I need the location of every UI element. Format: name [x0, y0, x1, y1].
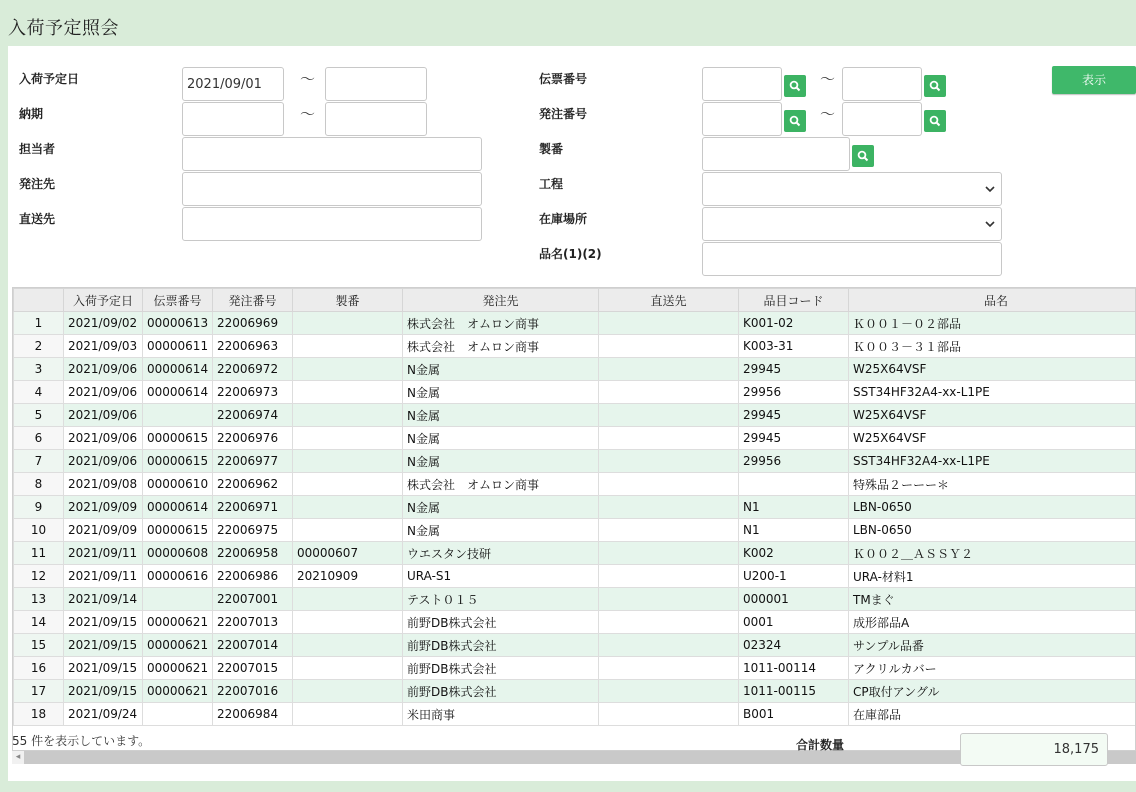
- show-button[interactable]: 表示: [1052, 66, 1136, 94]
- supplier-label: 発注先: [19, 177, 56, 191]
- delivery-to-input[interactable]: [325, 102, 427, 136]
- cell-item-code: B001: [739, 703, 849, 726]
- cell-arrival-date: 2021/09/06: [64, 450, 143, 473]
- cell-mfg-no: [293, 404, 403, 427]
- cell-order-no: 22006969: [213, 312, 293, 335]
- cell-arrival-date: 2021/09/11: [64, 565, 143, 588]
- cell-order-no: 22006986: [213, 565, 293, 588]
- cell-order-no: 22006984: [213, 703, 293, 726]
- person-input[interactable]: [182, 137, 482, 171]
- cell-arrival-date: 2021/09/15: [64, 634, 143, 657]
- slip-no-to-input[interactable]: [842, 67, 922, 101]
- cell-order-no: 22006971: [213, 496, 293, 519]
- cell-item-name: SST34HF32A4-xx-L1PE: [849, 450, 1136, 473]
- cell-direct: [599, 473, 739, 496]
- table-row[interactable]: [14, 657, 1136, 680]
- cell-slip-no: [143, 588, 213, 611]
- cell-slip-no: 00000621: [143, 657, 213, 680]
- cell-slip-no: 00000616: [143, 565, 213, 588]
- cell-item-name: TMまぐ: [849, 588, 1136, 611]
- cell-supplier: 前野DB株式会社: [403, 634, 599, 657]
- slip-no-from-input[interactable]: [702, 67, 782, 101]
- cell-item-name: CP取付アングル: [849, 680, 1136, 703]
- cell-item-code: K001-02: [739, 312, 849, 335]
- total-quantity-label: 合計数量: [796, 738, 845, 752]
- cell-slip-no: [143, 703, 213, 726]
- cell-order-no: 22006974: [213, 404, 293, 427]
- cell-arrival-date: 2021/09/09: [64, 519, 143, 542]
- cell-slip-no: [143, 404, 213, 427]
- search-icon: [929, 115, 941, 127]
- cell-supplier: N金属: [403, 450, 599, 473]
- cell-item-name: W25X64VSF: [849, 427, 1136, 450]
- cell-row-number: 1: [14, 312, 64, 335]
- cell-arrival-date: 2021/09/15: [64, 680, 143, 703]
- cell-item-code: 02324: [739, 634, 849, 657]
- total-quantity-value: 18,175: [960, 733, 1108, 766]
- cell-slip-no: 00000614: [143, 358, 213, 381]
- cell-row-number: 6: [14, 427, 64, 450]
- grid-body: [14, 312, 1136, 726]
- cell-item-name: Ｋ００２＿ＡＳＳＹ２: [849, 542, 1136, 565]
- delivery-from-input[interactable]: [182, 102, 284, 136]
- cell-item-code: 29945: [739, 427, 849, 450]
- cell-mfg-no: [293, 611, 403, 634]
- cell-mfg-no: [293, 634, 403, 657]
- order-no-from-input[interactable]: [702, 102, 782, 136]
- cell-direct: [599, 680, 739, 703]
- cell-row-number: 18: [14, 703, 64, 726]
- cell-item-code: 29945: [739, 404, 849, 427]
- cell-mfg-no: 00000607: [293, 542, 403, 565]
- search-icon: [789, 80, 801, 92]
- range-tilde: ～: [300, 70, 316, 88]
- table-row[interactable]: [14, 496, 1136, 519]
- cell-slip-no: 00000614: [143, 496, 213, 519]
- cell-order-no: 22006975: [213, 519, 293, 542]
- table-row[interactable]: [14, 588, 1136, 611]
- cell-direct: [599, 358, 739, 381]
- cell-row-number: 17: [14, 680, 64, 703]
- cell-row-number: 5: [14, 404, 64, 427]
- cell-row-number: 12: [14, 565, 64, 588]
- cell-supplier: 前野DB株式会社: [403, 611, 599, 634]
- order-no-from-search-button[interactable]: [784, 110, 806, 132]
- cell-supplier: N金属: [403, 404, 599, 427]
- cell-direct: [599, 611, 739, 634]
- table-row[interactable]: [14, 335, 1136, 358]
- cell-arrival-date: 2021/09/06: [64, 381, 143, 404]
- order-no-label: 発注番号: [539, 107, 588, 121]
- cell-order-no: 22006962: [213, 473, 293, 496]
- cell-arrival-date: 2021/09/03: [64, 335, 143, 358]
- cell-item-code: 29945: [739, 358, 849, 381]
- cell-mfg-no: [293, 427, 403, 450]
- cell-item-name: URA-材料1: [849, 565, 1136, 588]
- chevron-down-icon: [985, 220, 995, 228]
- cell-row-number: 15: [14, 634, 64, 657]
- item-name-input[interactable]: [702, 242, 1002, 276]
- table-row[interactable]: [14, 381, 1136, 404]
- cell-supplier: 前野DB株式会社: [403, 680, 599, 703]
- cell-row-number: 2: [14, 335, 64, 358]
- cell-item-code: K002: [739, 542, 849, 565]
- column-header-direct[interactable]: 直送先: [599, 289, 739, 312]
- cell-supplier: 株式会社 オムロン商事: [403, 335, 599, 358]
- cell-slip-no: 00000608: [143, 542, 213, 565]
- cell-row-number: 7: [14, 450, 64, 473]
- cell-item-code: 0001: [739, 611, 849, 634]
- cell-order-no: 22007013: [213, 611, 293, 634]
- cell-row-number: 13: [14, 588, 64, 611]
- cell-mfg-no: [293, 496, 403, 519]
- cell-item-code: 29956: [739, 450, 849, 473]
- scroll-left-icon[interactable]: ◂: [12, 751, 24, 764]
- cell-order-no: 22006977: [213, 450, 293, 473]
- cell-row-number: 10: [14, 519, 64, 542]
- table-row[interactable]: [14, 680, 1136, 703]
- range-tilde: ～: [300, 105, 316, 123]
- slip-no-label: 伝票番号: [539, 72, 588, 86]
- table-row[interactable]: [14, 404, 1136, 427]
- cell-item-code: U200-1: [739, 565, 849, 588]
- cell-direct: [599, 703, 739, 726]
- cell-slip-no: 00000621: [143, 680, 213, 703]
- column-header-arrival-date[interactable]: 入荷予定日: [64, 289, 143, 312]
- cell-supplier: N金属: [403, 381, 599, 404]
- table-row[interactable]: [14, 634, 1136, 657]
- person-label: 担当者: [19, 142, 56, 156]
- cell-mfg-no: [293, 680, 403, 703]
- search-icon: [789, 115, 801, 127]
- cell-supplier: N金属: [403, 358, 599, 381]
- table-row[interactable]: [14, 427, 1136, 450]
- cell-direct: [599, 565, 739, 588]
- cell-direct: [599, 450, 739, 473]
- cell-order-no: 22007015: [213, 657, 293, 680]
- cell-direct: [599, 427, 739, 450]
- mfg-no-input[interactable]: [702, 137, 850, 171]
- cell-direct: [599, 404, 739, 427]
- cell-slip-no: 00000613: [143, 312, 213, 335]
- cell-mfg-no: [293, 588, 403, 611]
- cell-mfg-no: 20210909: [293, 565, 403, 588]
- cell-direct: [599, 519, 739, 542]
- cell-item-code: K003-31: [739, 335, 849, 358]
- mfg-no-search-button[interactable]: [852, 145, 874, 167]
- location-select[interactable]: [702, 207, 1002, 241]
- cell-order-no: 22007014: [213, 634, 293, 657]
- cell-item-code: N1: [739, 496, 849, 519]
- cell-slip-no: 00000615: [143, 450, 213, 473]
- cell-item-name: LBN-0650: [849, 519, 1136, 542]
- cell-order-no: 22006972: [213, 358, 293, 381]
- cell-item-name: SST34HF32A4-xx-L1PE: [849, 381, 1136, 404]
- cell-item-code: 000001: [739, 588, 849, 611]
- cell-item-code: [739, 473, 849, 496]
- cell-supplier: N金属: [403, 427, 599, 450]
- cell-item-name: LBN-0650: [849, 496, 1136, 519]
- cell-mfg-no: [293, 358, 403, 381]
- cell-slip-no: 00000615: [143, 427, 213, 450]
- cell-supplier: 米田商事: [403, 703, 599, 726]
- cell-slip-no: 00000615: [143, 519, 213, 542]
- cell-slip-no: 00000614: [143, 381, 213, 404]
- location-label: 在庫場所: [539, 212, 588, 226]
- cell-slip-no: 00000621: [143, 634, 213, 657]
- cell-mfg-no: [293, 657, 403, 680]
- column-header-mfg-no[interactable]: 製番: [293, 289, 403, 312]
- cell-supplier: 前野DB株式会社: [403, 657, 599, 680]
- cell-direct: [599, 312, 739, 335]
- cell-row-number: 16: [14, 657, 64, 680]
- cell-item-name: W25X64VSF: [849, 358, 1136, 381]
- table-row[interactable]: [14, 450, 1136, 473]
- table-row[interactable]: [14, 611, 1136, 634]
- arrival-date-to-input[interactable]: [325, 67, 427, 101]
- cell-order-no: 22007016: [213, 680, 293, 703]
- cell-arrival-date: 2021/09/08: [64, 473, 143, 496]
- grid-header-row: [14, 289, 1136, 312]
- cell-direct: [599, 381, 739, 404]
- cell-supplier: ウエスタン技研: [403, 542, 599, 565]
- cell-order-no: 22006973: [213, 381, 293, 404]
- column-header-row-number[interactable]: [14, 289, 64, 312]
- search-icon: [857, 150, 869, 162]
- cell-arrival-date: 2021/09/02: [64, 312, 143, 335]
- cell-mfg-no: [293, 312, 403, 335]
- cell-item-code: 1011-00114: [739, 657, 849, 680]
- order-no-to-search-button[interactable]: [924, 110, 946, 132]
- cell-arrival-date: 2021/09/15: [64, 657, 143, 680]
- cell-mfg-no: [293, 473, 403, 496]
- cell-direct: [599, 657, 739, 680]
- table-row[interactable]: [14, 519, 1136, 542]
- cell-row-number: 9: [14, 496, 64, 519]
- cell-item-name: 在庫部品: [849, 703, 1136, 726]
- direct-input[interactable]: [182, 207, 482, 241]
- cell-arrival-date: 2021/09/06: [64, 404, 143, 427]
- cell-item-code: 1011-00115: [739, 680, 849, 703]
- cell-item-name: サンプル品番: [849, 634, 1136, 657]
- slip-no-to-search-button[interactable]: [924, 75, 946, 97]
- cell-order-no: 22007001: [213, 588, 293, 611]
- column-header-item-name[interactable]: 品名: [849, 289, 1136, 312]
- supplier-input[interactable]: [182, 172, 482, 206]
- column-header-slip-no[interactable]: 伝票番号: [143, 289, 213, 312]
- cell-supplier: テスト０１５: [403, 588, 599, 611]
- cell-order-no: 22006958: [213, 542, 293, 565]
- cell-arrival-date: 2021/09/24: [64, 703, 143, 726]
- arrival-date-from-input[interactable]: [182, 67, 284, 101]
- cell-supplier: 株式会社 オムロン商事: [403, 473, 599, 496]
- direct-label: 直送先: [19, 212, 56, 226]
- cell-supplier: N金属: [403, 519, 599, 542]
- cell-slip-no: 00000621: [143, 611, 213, 634]
- column-header-item-code[interactable]: 品目コード: [739, 289, 849, 312]
- cell-mfg-no: [293, 335, 403, 358]
- slip-no-from-search-button[interactable]: [784, 75, 806, 97]
- cell-supplier: URA-S1: [403, 565, 599, 588]
- cell-row-number: 11: [14, 542, 64, 565]
- cell-item-name: アクリルカバー: [849, 657, 1136, 680]
- table-row[interactable]: [14, 312, 1136, 335]
- chevron-down-icon: [985, 185, 995, 193]
- search-panel: [8, 46, 1136, 781]
- page-title: 入荷予定照会: [8, 18, 119, 39]
- process-label: 工程: [539, 177, 564, 191]
- range-tilde: ～: [820, 105, 836, 123]
- column-header-order-no[interactable]: 発注番号: [213, 289, 293, 312]
- cell-direct: [599, 335, 739, 358]
- range-tilde: ～: [820, 70, 836, 88]
- cell-arrival-date: 2021/09/06: [64, 358, 143, 381]
- cell-item-name: Ｋ００１－０２部品: [849, 312, 1136, 335]
- cell-supplier: 株式会社 オムロン商事: [403, 312, 599, 335]
- mfg-no-label: 製番: [539, 142, 564, 156]
- cell-arrival-date: 2021/09/11: [64, 542, 143, 565]
- cell-row-number: 3: [14, 358, 64, 381]
- cell-item-code: N1: [739, 519, 849, 542]
- cell-item-name: 成形部品A: [849, 611, 1136, 634]
- table-row[interactable]: [14, 473, 1136, 496]
- table-row[interactable]: [14, 358, 1136, 381]
- cell-arrival-date: 2021/09/15: [64, 611, 143, 634]
- cell-supplier: N金属: [403, 496, 599, 519]
- cell-arrival-date: 2021/09/06: [64, 427, 143, 450]
- cell-item-code: 29956: [739, 381, 849, 404]
- arrival-date-label: 入荷予定日: [19, 72, 80, 86]
- cell-item-name: W25X64VSF: [849, 404, 1136, 427]
- cell-row-number: 14: [14, 611, 64, 634]
- cell-mfg-no: [293, 519, 403, 542]
- cell-direct: [599, 542, 739, 565]
- table-row[interactable]: [14, 542, 1136, 565]
- cell-row-number: 4: [14, 381, 64, 404]
- cell-mfg-no: [293, 381, 403, 404]
- cell-row-number: 8: [14, 473, 64, 496]
- cell-order-no: 22006976: [213, 427, 293, 450]
- delivery-label: 納期: [19, 107, 44, 121]
- cell-order-no: 22006963: [213, 335, 293, 358]
- cell-item-name: 特殊品２ーーー＊: [849, 473, 1136, 496]
- table-row[interactable]: [14, 703, 1136, 726]
- cell-slip-no: 00000610: [143, 473, 213, 496]
- result-count-text: 55 件を表示しています。: [12, 734, 151, 748]
- order-no-to-input[interactable]: [842, 102, 922, 136]
- cell-arrival-date: 2021/09/14: [64, 588, 143, 611]
- cell-mfg-no: [293, 703, 403, 726]
- results-grid: [12, 287, 1136, 751]
- cell-item-name: Ｋ００３－３１部品: [849, 335, 1136, 358]
- table-row[interactable]: [14, 565, 1136, 588]
- item-name-label: 品名(1)(2): [539, 247, 602, 261]
- cell-direct: [599, 588, 739, 611]
- cell-direct: [599, 496, 739, 519]
- cell-arrival-date: 2021/09/09: [64, 496, 143, 519]
- cell-direct: [599, 634, 739, 657]
- column-header-supplier[interactable]: 発注先: [403, 289, 599, 312]
- cell-mfg-no: [293, 450, 403, 473]
- cell-slip-no: 00000611: [143, 335, 213, 358]
- process-select[interactable]: [702, 172, 1002, 206]
- search-icon: [929, 80, 941, 92]
